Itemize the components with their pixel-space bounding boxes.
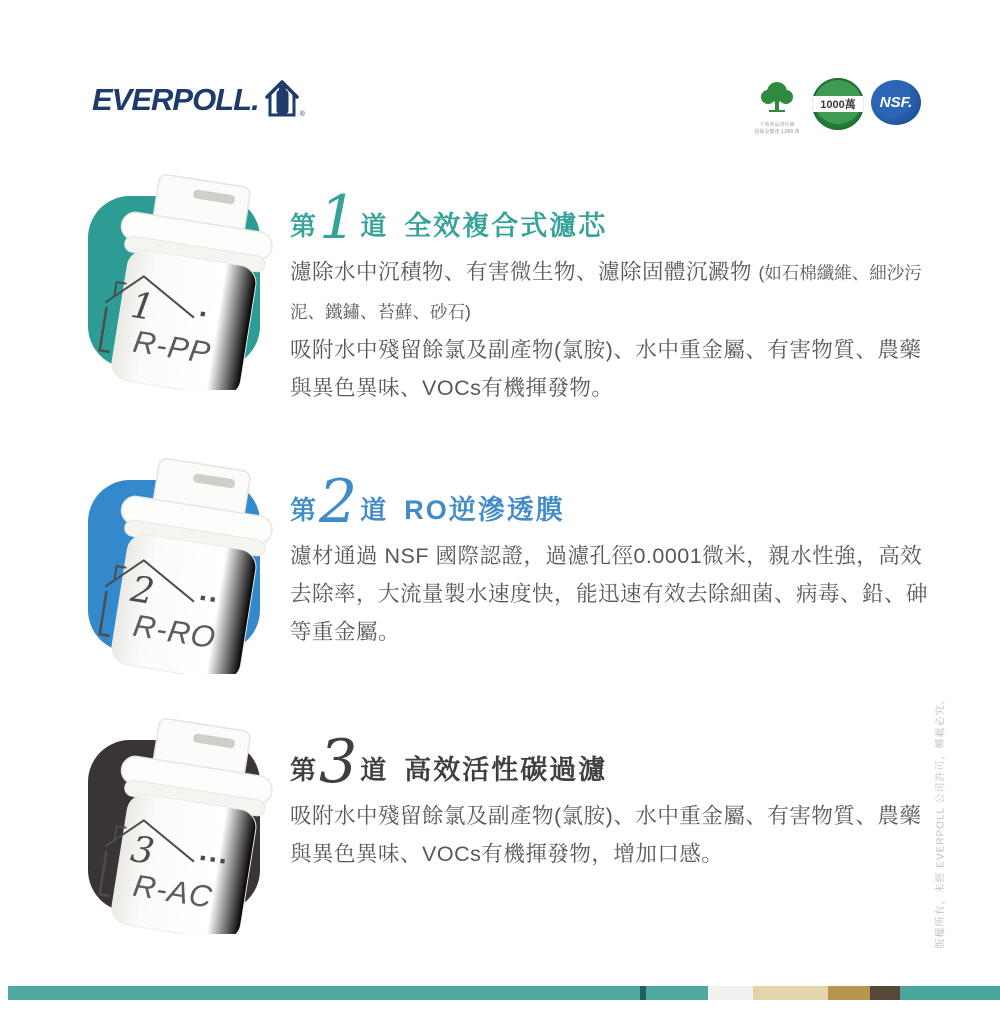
description-text: 吸附水中殘留餘氯及副產物(氯胺)、水中重金屬、有害物質、農藥與異色異味、VOCs有機揮發物，增加口感。 <box>290 804 922 866</box>
filter-stage-dots: · <box>196 297 212 332</box>
description-text: 濾材通過 NSF 國際認證，過濾孔徑0.0001微米，親水性強，高效去除率，大流量製水速度快，能迅速有效去除細菌、病毒、鉛、砷等重金屬。 <box>290 544 929 644</box>
filter-stage-dots: ·· <box>196 581 221 618</box>
stage-3-tile <box>88 740 260 915</box>
filter-model-label: R-RO <box>130 607 219 656</box>
nsf-label: NSF. <box>879 94 913 111</box>
stage-3-description <box>290 797 938 874</box>
next-image-sliver <box>0 986 1000 1000</box>
description-text: 濾除水中沉積物、有害微生物、濾除固體沉澱物 <box>290 260 759 284</box>
house-filter-icon <box>265 78 299 118</box>
tree-insurance-icon <box>748 80 806 136</box>
vertical-copyright-text: 版權所有，未經 EVERPOLL 公司許可，轉載必究。 <box>935 693 947 949</box>
strip-segment <box>0 986 8 1000</box>
heading-number: 1 <box>319 183 358 253</box>
strip-segment <box>708 986 753 1000</box>
tree-caption-line1: 千萬產品責任險 <box>759 122 795 128</box>
strip-segment <box>870 986 900 1000</box>
heading-unit: 道 <box>360 211 387 241</box>
filter-model-label: R-PP <box>130 323 214 371</box>
stage-2-description <box>290 537 938 652</box>
description-paragraph: 吸附水中殘留餘氯及副產物(氯胺)、水中重金屬、有害物質、農藥與異色異味、VOCs有機揮發物。 <box>290 338 922 400</box>
description-paragraph <box>290 797 938 874</box>
stage-3-heading <box>290 727 938 797</box>
heading-number: 2 <box>319 467 358 537</box>
filter-model-label: R-AC <box>130 867 216 915</box>
filter-stage-number: 1 <box>127 284 157 330</box>
stage-2-heading <box>290 467 938 537</box>
strip-segment <box>753 986 828 1000</box>
stage-1-section <box>0 183 1000 490</box>
everpoll-logo <box>92 80 305 120</box>
filter-cartridge-rac <box>80 712 280 934</box>
heading-title: 高效活性碳過濾 <box>404 755 608 785</box>
stage-1-tile <box>88 196 260 371</box>
nsf-logo-icon <box>871 80 921 125</box>
description-paragraph <box>290 537 938 652</box>
filter-stage-number: 2 <box>127 568 157 614</box>
heading-prefix: 第 <box>290 495 317 525</box>
description-paragraph <box>290 253 938 331</box>
description-note: (如石棉纖維、細沙污泥、鐵鏽、苔蘚、砂石) <box>290 263 922 322</box>
everpoll-logo-text: EVERPOLL. <box>92 82 259 117</box>
strip-segment <box>828 986 870 1000</box>
badge-amount-label: 1000萬 <box>812 96 864 112</box>
strip-segment <box>900 986 1000 1000</box>
filter-cartridge-rro <box>80 452 280 674</box>
heading-number: 3 <box>319 727 358 797</box>
certification-icons <box>748 78 921 136</box>
tree-caption-line2: 投保金額達 1,000 萬 <box>754 129 800 135</box>
strip-segment <box>646 986 708 1000</box>
stage-1-heading <box>290 183 938 253</box>
heading-title: 全效複合式濾芯 <box>404 211 608 241</box>
heading-prefix: 第 <box>290 211 317 241</box>
strip-segment <box>8 986 640 1000</box>
heading-unit: 道 <box>360 495 387 525</box>
registered-mark: ® <box>299 111 305 118</box>
heading-unit: 道 <box>360 755 387 785</box>
filter-stage-dots: ··· <box>196 841 231 879</box>
stage-1-description <box>290 253 938 407</box>
heading-title: RO逆滲透膜 <box>404 495 565 525</box>
filter-stage-number: 3 <box>127 828 157 874</box>
filter-cartridge-rpp <box>80 168 280 390</box>
liability-1000-badge-icon <box>812 78 864 130</box>
heading-prefix: 第 <box>290 755 317 785</box>
stage-2-tile <box>88 480 260 656</box>
